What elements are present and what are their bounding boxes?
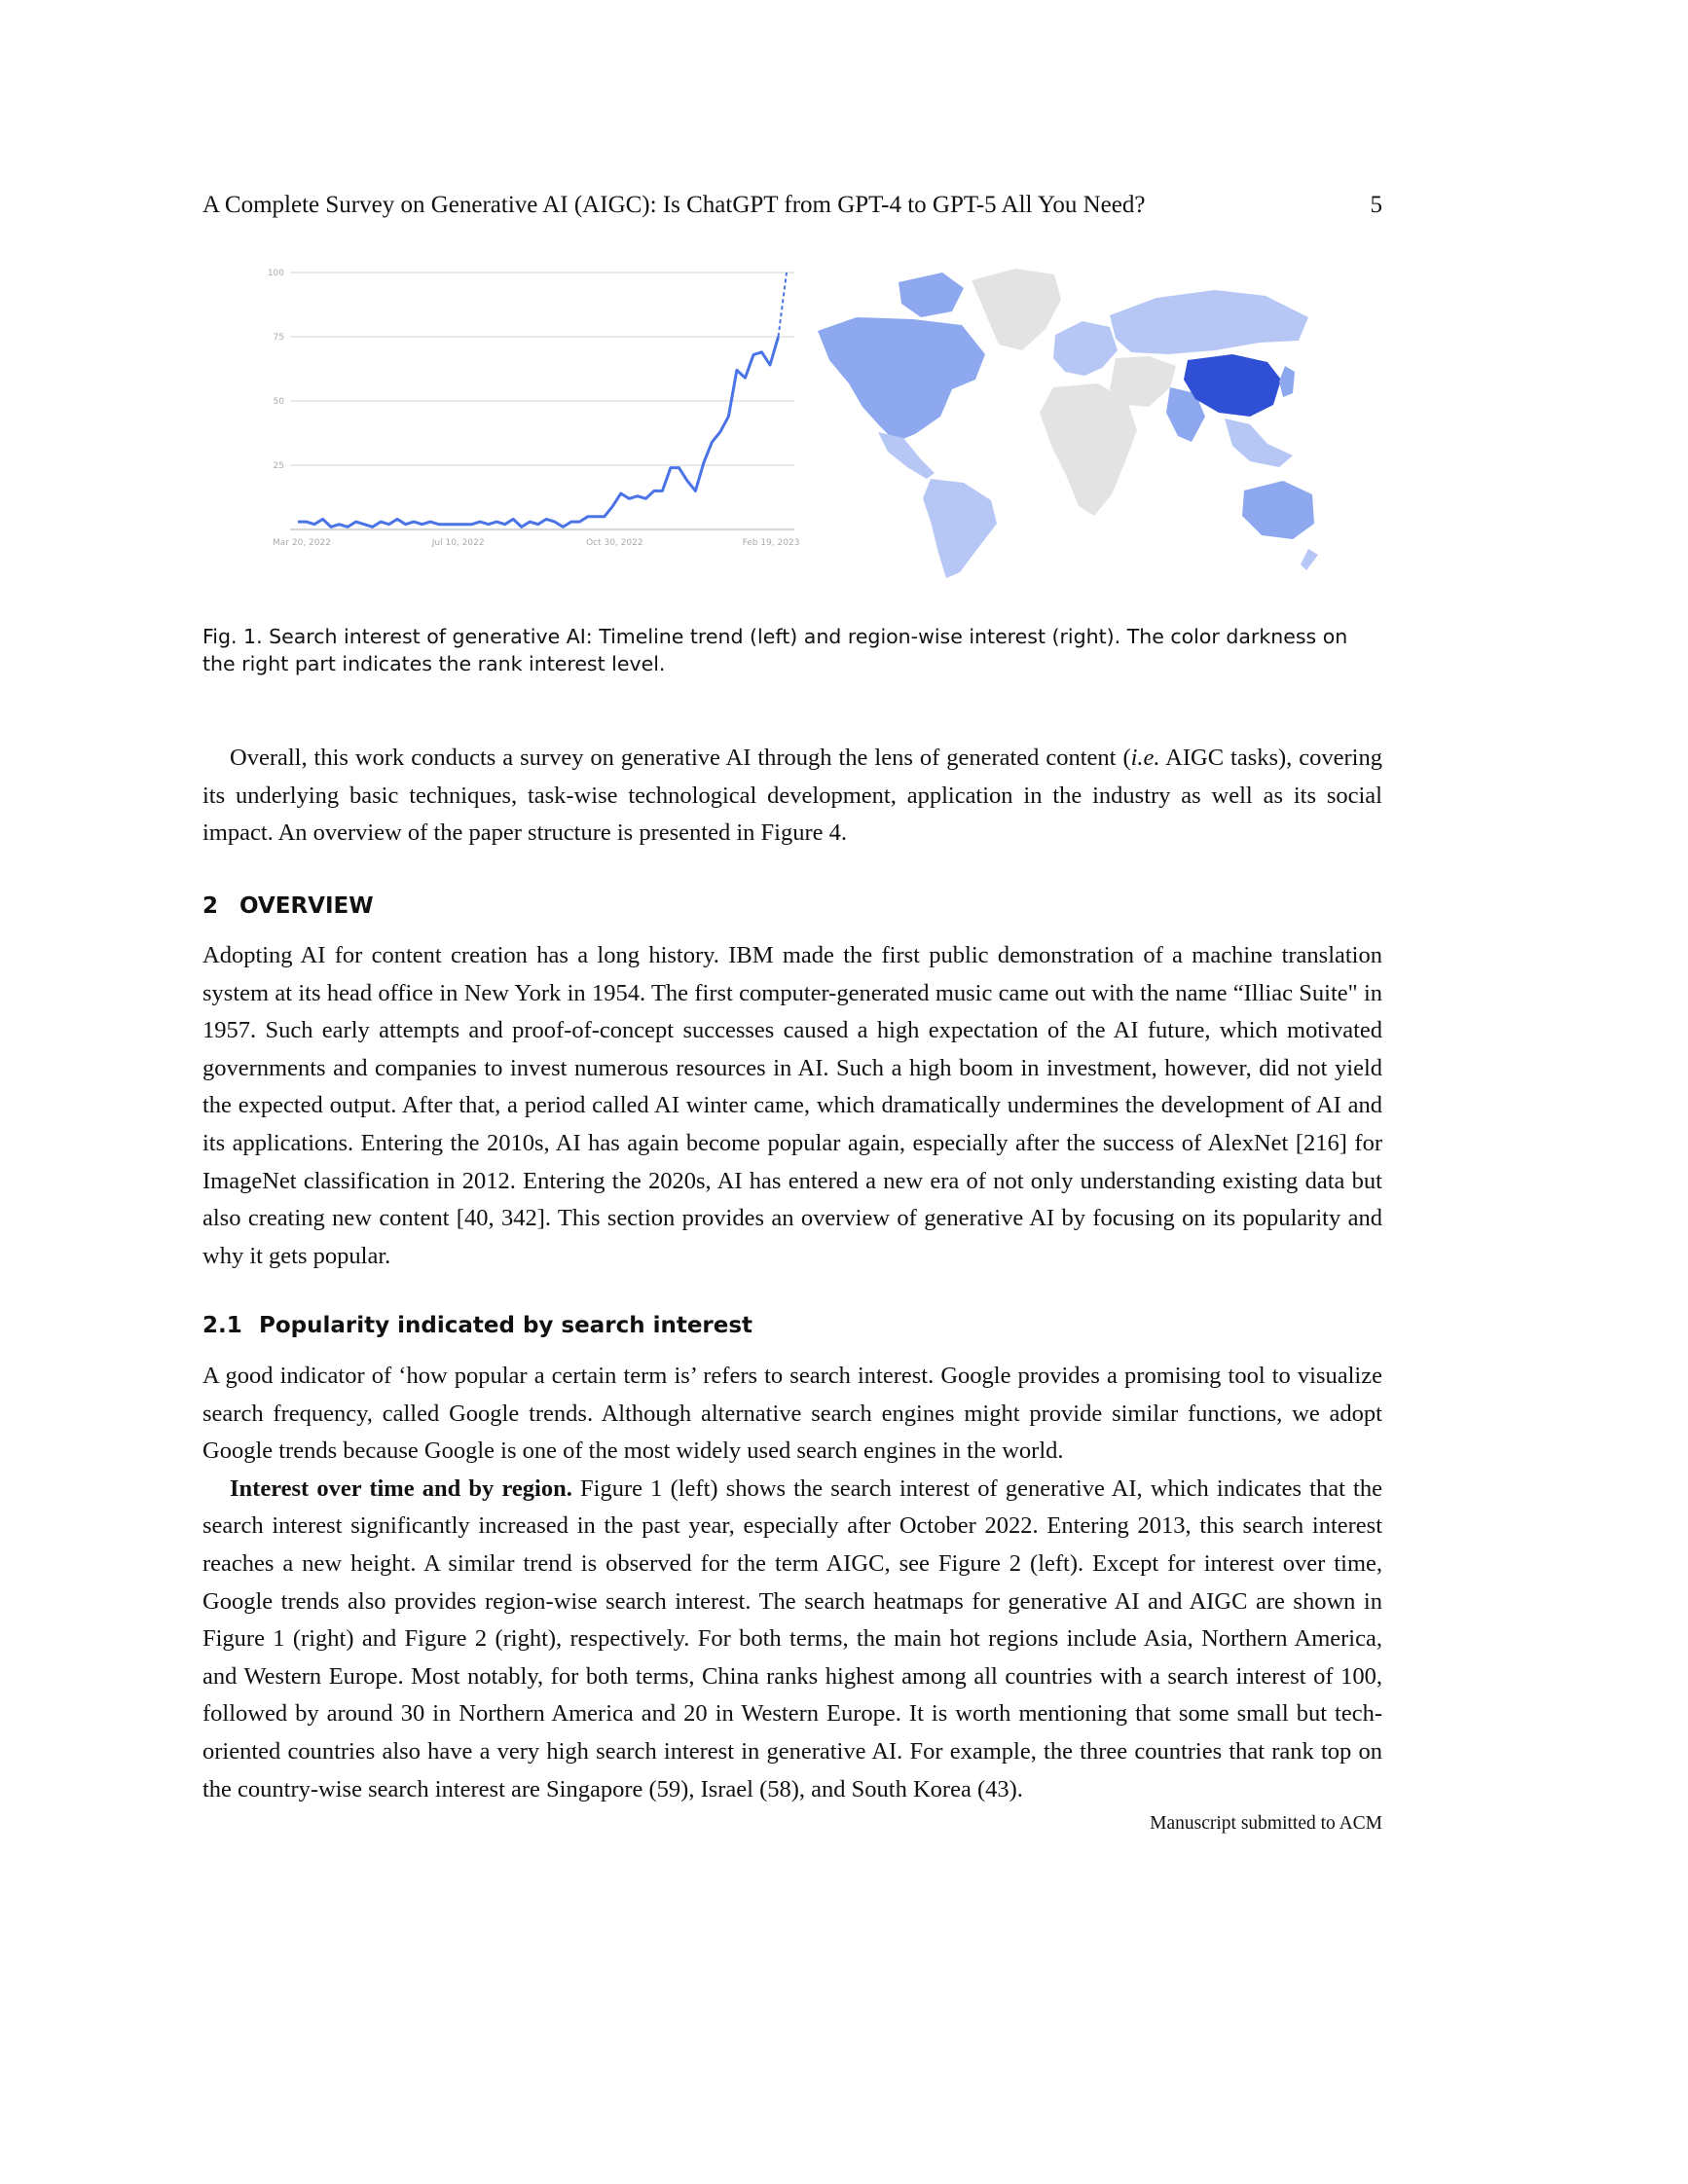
series-partial-segment: [778, 273, 787, 337]
section-2-1-paragraph-1: A good indicator of ‘how popular a certain term is’ refers to search interest. Google provides a promising tool to visualize search frequency, called Google trends. Although alternative search engines might provide similar functions, we adopt Google trends because Google is one of the most widely used search engines in the world.: [202, 1363, 1382, 1465]
page-number: 5: [1370, 192, 1382, 218]
footer-note: Manuscript submitted to ACM: [1150, 1813, 1382, 1834]
running-title: A Complete Survey on Generative AI (AIGC): Is ChatGPT from GPT-4 to GPT-5 All You Need?: [202, 192, 1146, 218]
map-region-russia: [1110, 290, 1308, 354]
intro-paragraph: [202, 740, 1382, 853]
map-region-australia: [1242, 481, 1314, 539]
figure-1: [202, 261, 1382, 592]
map-region-new-zealand: [1301, 549, 1318, 570]
section-2-1-title: Popularity indicated by search interest: [259, 1313, 753, 1338]
paragraph-2-text: Figure 1 (left) shows the search interest of generative AI, which indicates that the search interest significantly increased in the past year, especially after October 2022. Entering 2013, this search interest reaches a new height. A similar trend is observed for the term AIGC, see Figure 2 (left). Except for interest over time, Google trends also provides region-wise search interest. The search heatmaps for generative AI and AIGC are shown in Figure 1 (right) and Figure 2 (right), respectively. For both terms, the main hot regions include Asia, Northern America, and Western Europe. Most notably, for both terms, China ranks highest among all countries with a search interest of 100, followed by around 30 in Northern America and 20 in Western Europe. It is worth mentioning that some small but tech-oriented countries also have a very high search interest in generative AI. For example, the three countries that rank top on the country-wise search interest are Singapore (59), Israel (58), and South Korea (43).: [202, 1474, 1382, 1802]
map-region-japan-korea: [1279, 366, 1295, 397]
map-region-north-america: [818, 317, 985, 442]
y-tick-label: 50: [273, 397, 284, 407]
intro-text-2: AIGC tasks), covering its underlying basic techniques, task-wise technological development, application in the industry as well as its social impact. An overview of the paper structure is presented in Figure 4.: [202, 745, 1382, 847]
map-region-africa: [1040, 383, 1137, 516]
x-tick-label: Feb 19, 2023: [742, 538, 800, 548]
section-2-1-paragraph-2: [202, 1471, 1382, 1808]
x-tick-label: Mar 20, 2022: [273, 538, 331, 548]
map-region-south-america: [923, 479, 997, 578]
paragraph-2-lead: Interest over time and by region.: [230, 1474, 572, 1502]
y-tick-label: 75: [273, 333, 284, 343]
section-2-heading: [202, 892, 374, 921]
map-region-greenland: [972, 269, 1061, 350]
region-interest-map: [806, 261, 1332, 582]
y-tick-label: 100: [267, 269, 284, 278]
y-tick-label: 25: [273, 461, 284, 471]
figure-caption: Fig. 1. Search interest of generative AI: Timeline trend (left) and region-wise interest (right). The color darkness on the right part indicates the rank interest level.: [202, 625, 1348, 675]
map-region-arctic-islands: [899, 273, 964, 317]
intro-text-1: Overall, this work conducts a survey on generative AI through the lens of generated content (: [230, 745, 1131, 771]
section-2-paragraph: [202, 937, 1382, 1275]
section-2-text: Adopting AI for content creation has a long history. IBM made the first public demonstration of a machine translation system at its head office in New York in 1954. The first computer-generated music came out with the name “Illiac Suite" in 1957. Such early attempts and proof-of-concept successes caused a high expectation of the AI future, which motivated governments and companies to invest numerous resources in AI. Such a high boom in investment, however, did not yield the expected output. After that, a period called AI winter came, which dramatically undermines the development of AI and its applications. Entering the 2010s, AI has again become popular again, especially after the success of AlexNet [216] for ImageNet classification in 2012. Entering the 2020s, AI has entered a new era of not only understanding existing data but also creating new content [40, 342]. This section provides an overview of generative AI by focusing on its popularity and why it gets popular.: [202, 942, 1382, 1269]
map-region-southeast-asia: [1225, 419, 1293, 467]
section-2-1-heading: [202, 1311, 752, 1340]
intro-emphasis: i.e.: [1130, 745, 1160, 771]
trend-line-chart: [261, 269, 806, 590]
map-region-europe: [1053, 321, 1118, 376]
section-2-1-number: 2.1: [202, 1313, 242, 1338]
section-2-1-body: [202, 1358, 1382, 1808]
x-tick-label: Oct 30, 2022: [586, 538, 643, 548]
section-2-title: OVERVIEW: [239, 893, 374, 919]
map-region-central-america: [878, 432, 935, 479]
series-line-generative-ai: [298, 337, 779, 527]
section-2-number: 2: [202, 893, 219, 919]
x-tick-label: Jul 10, 2022: [431, 538, 485, 548]
